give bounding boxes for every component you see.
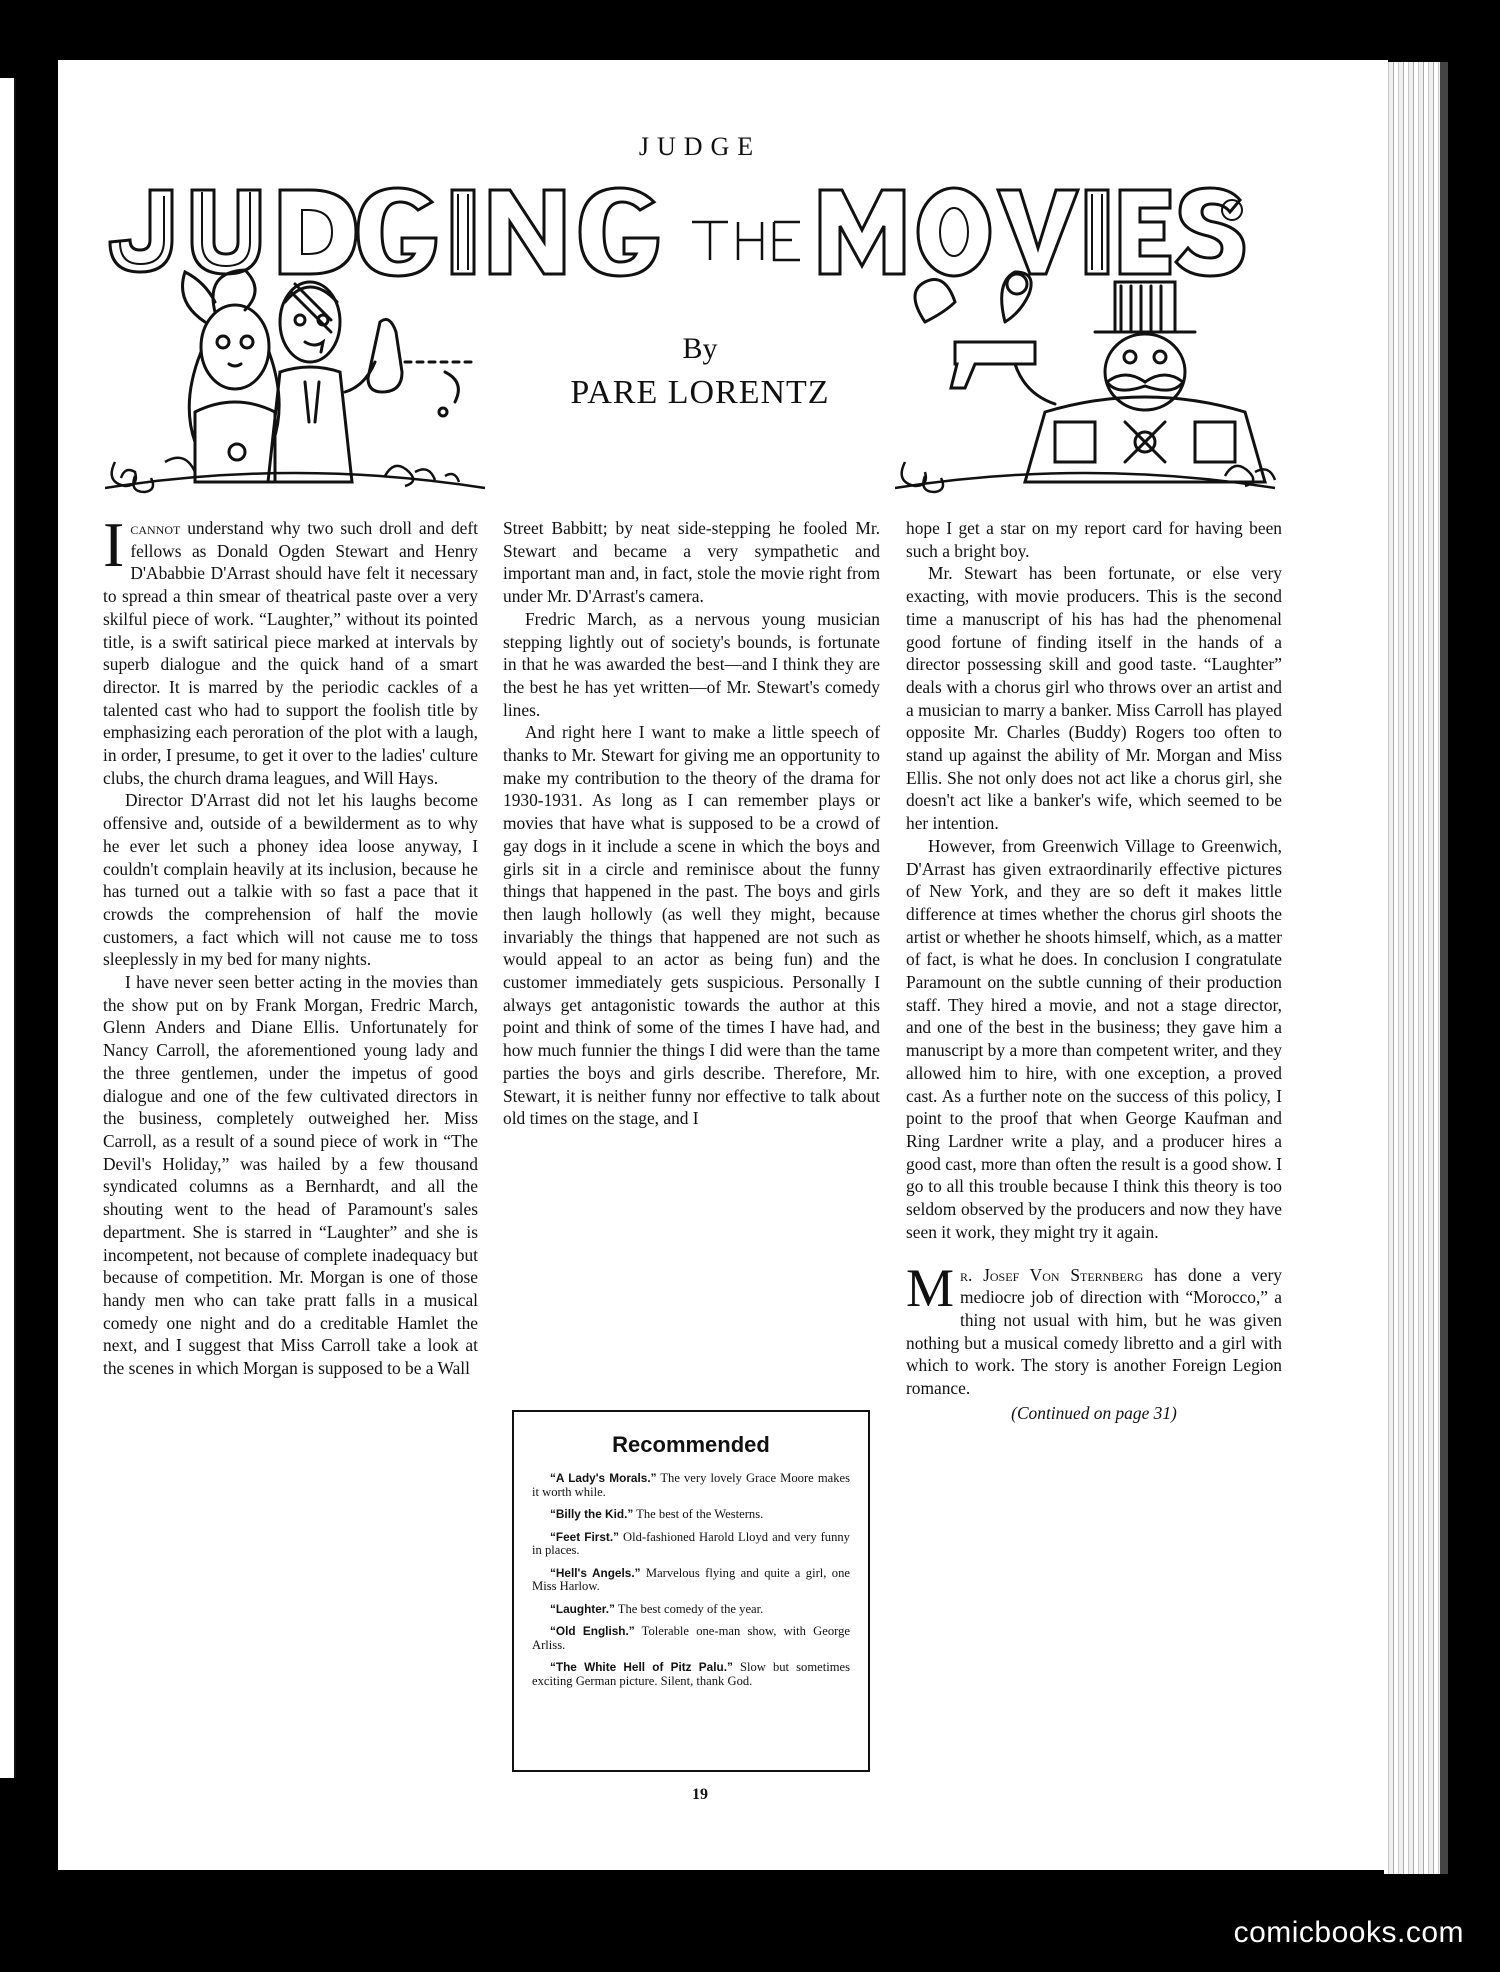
paragraph: And right here I want to make a little speech of thanks to Mr. Stewart for giving me an opportunity to make my contribution to the theory of the drama for 1930-1931. As long as I can remember plays or movies that have what is supposed to be a crowd of gay dogs in it include a scene in which the boys and girls sit in a circle and reminisce about the funny things that happened in the past. The boys and girls then laugh hollowly (as well they might, because invariably the things that happened are not such as would appeal to an actor as being fun) and the customer immediately gets suspicious. Personally I always get antagonistic towards the author at this point and think of some of the times I have had, and how much funnier the things I did were than the tame parties the boys and girls describe. Therefore, Mr. Stewart, it is neither funny nor effective to talk about old times on the stage, and I — [503, 722, 880, 1129]
recommended-item — [532, 1625, 850, 1652]
film-title: “Hell's Angels.” — [550, 1565, 641, 1580]
recommended-item — [532, 1472, 850, 1499]
paragraph-text: understand why two such droll and deft fellows as Donald Ogden Stewart and Henry D'Ababbie D'Arrast should have felt it necessary to spread a thin smear of theatrical paste over a very skilful piece of work. “Laughter,” without its pointed title, is a swift satirical piece marked at intervals by superb dialogue and the quick hand of a smart director. It is marred by the periodic cackles of a talented cast who had to support the foolish title by emphasizing each peroration of the plot with a laugh, in order, I presume, to get it over to the ladies' culture clubs, the church drama leagues, and Will Hays. — [103, 518, 478, 788]
paragraph: Director D'Arrast did not let his laughs become offensive and, outside of a bewilderment as to why he ever let such a phoney idea loose anyway, I couldn't complain heavily at its inclusion, because he has turned out a talkie with so fast a pace that it crowds the comprehension of half the movie customers, a fact which will not cause me to toss sleeplessly in my bed for many nights. — [103, 790, 478, 970]
couple-illustration — [105, 262, 495, 502]
article-column-2 — [503, 517, 880, 1130]
page-number: 19 — [692, 1786, 708, 1803]
byline-author: PARE LORENTZ — [570, 374, 830, 411]
film-note: The best comedy of the year. — [614, 1601, 764, 1616]
article-column-3 — [906, 517, 1282, 1424]
byline — [540, 332, 860, 412]
recommended-item — [532, 1603, 850, 1617]
lead-words: cannot — [130, 518, 181, 538]
recommended-title: Recommended — [612, 1432, 770, 1457]
page-edges — [1384, 62, 1448, 1874]
recommended-item — [532, 1661, 850, 1688]
drop-cap: M — [906, 1257, 955, 1318]
paragraph: However, from Greenwich Village to Greenwich, D'Arrast has given extraordinarily effective pictures of New York, and they are so deft it makes little difference at times whether the chorus girl shoots the artist or whether he shoots himself, which, as a matter of fact, is what he does. In conclusion I congratulate Paramount on the subtle cunning of their production staff. They hired a movie, and not a stage director, and one of the best in the business; they gave him a manuscript by a more than competent writer, and they allowed him to hire, with one exception, a proved cast. As a further note on the success of this policy, I point to the proof that when George Kaufman and Ring Lardner write a play, and a producer hires a good cast, more than often the result is a good show. I go to all this trouble because I think this theory is too seldom observed by the producers and now they have seen it work, they might try it again. — [906, 835, 1282, 1242]
continued-note: (Continued on page 31) — [1011, 1402, 1177, 1423]
paragraph: Fredric March, as a nervous young musician stepping lightly out of society's bounds, is fortunate in that he was awarded the best—and I think they are the best he has yet written—of Mr. Stewart's comedy lines. — [503, 608, 880, 720]
paragraph — [906, 1257, 1282, 1400]
film-note: The very lovely Grace Moore makes it worth while. — [532, 1471, 850, 1499]
paragraph: Street Babbitt; by neat side-stepping he fooled Mr. Stewart and became a very sympathetic and important man and, in fact, stole the movie right from under Mr. D'Arrast's camera. — [503, 518, 880, 607]
magazine-name: JUDGE — [638, 132, 762, 161]
paragraph: hope I get a star on my report card for having been such a bright boy. — [906, 518, 1282, 561]
recommended-item — [532, 1508, 850, 1522]
film-title: “A Lady's Morals.” — [550, 1471, 657, 1485]
film-note: Tolerable one-man show, with George Arliss. — [532, 1624, 850, 1652]
film-note: The best of the Westerns. — [633, 1507, 764, 1521]
film-title: “Billy the Kid.” — [550, 1507, 634, 1521]
paragraph — [103, 509, 478, 789]
recommended-item — [532, 1531, 850, 1558]
film-title: “Feet First.” — [550, 1529, 620, 1544]
film-note: Slow but sometimes exciting German picture. Silent, thank God. — [532, 1660, 850, 1688]
lead-words: r. Josef Von Sternberg — [960, 1264, 1144, 1285]
recommended-list — [532, 1472, 850, 1688]
recommended-box — [512, 1410, 870, 1772]
paragraph: Mr. Stewart has been fortunate, or else very exacting, with movie producers. This is the second time a manuscript of his has had the phenomenal good fortune of finding itself in the hands of a director possessing skill and good taste. “Laughter” deals with a chorus girl who throws over an artist and a musician to marry a banker. Miss Carroll has played opposite Mr. Charles (Buddy) Rogers too often to stand up against the ability of Mr. Morgan and Miss Ellis. She not only does not act like a chorus girl, she doesn't act like a banker's wife, which seemed to be her intention. — [906, 563, 1282, 834]
watermark: comicbooks.com — [1233, 1916, 1464, 1949]
recommended-item — [532, 1567, 850, 1594]
byline-by: By — [682, 332, 718, 365]
paragraph-text: has done a very mediocre job of direction with “Morocco,” a thing not usual with him, but he was given nothing but a musical comedy libretto and a girl with which to work. The story is another Foreign Legion romance. — [906, 1264, 1282, 1399]
adjacent-page-sliver — [0, 78, 16, 1778]
film-note: Marvelous flying and quite a girl, one Miss Harlow. — [532, 1565, 850, 1593]
paragraph: I have never seen better acting in the movies than the show put on by Frank Morgan, Fredric March, Glenn Anders and Diane Ellis. Unfortunately for Nancy Carroll, the aforementioned young lady and the three gentlemen, under the impetus of good dialogue and one of the few cultivated directors in the business, completely outweighed her. Miss Carroll, as a result of a sound piece of work in “The Devil's Holiday,” was hailed by a few thousand syndicated columns as a Bernhardt, and all the shouting went to the head of Paramount's sales department. She is starred in “Laughter” and she is incompetent, not because of complete inadequacy but because of competition. Mr. Morgan is one of those handy men who can take pratt falls in a musical comedy one night and do a creditable Hamlet the next, and I suggest that Miss Carroll take a look at the scenes in which Morgan is supposed to be a Wall — [103, 972, 478, 1379]
villain-illustration — [895, 262, 1285, 502]
film-title: “Laughter.” — [550, 1601, 615, 1616]
article-column-1 — [103, 509, 478, 1380]
drop-cap: I — [103, 509, 125, 580]
film-note: Old-fashioned Harold Lloyd and very funny in places. — [532, 1529, 850, 1557]
film-title: “Old English.” — [550, 1624, 635, 1638]
film-title: “The White Hell of Pitz Palu.” — [550, 1660, 733, 1674]
